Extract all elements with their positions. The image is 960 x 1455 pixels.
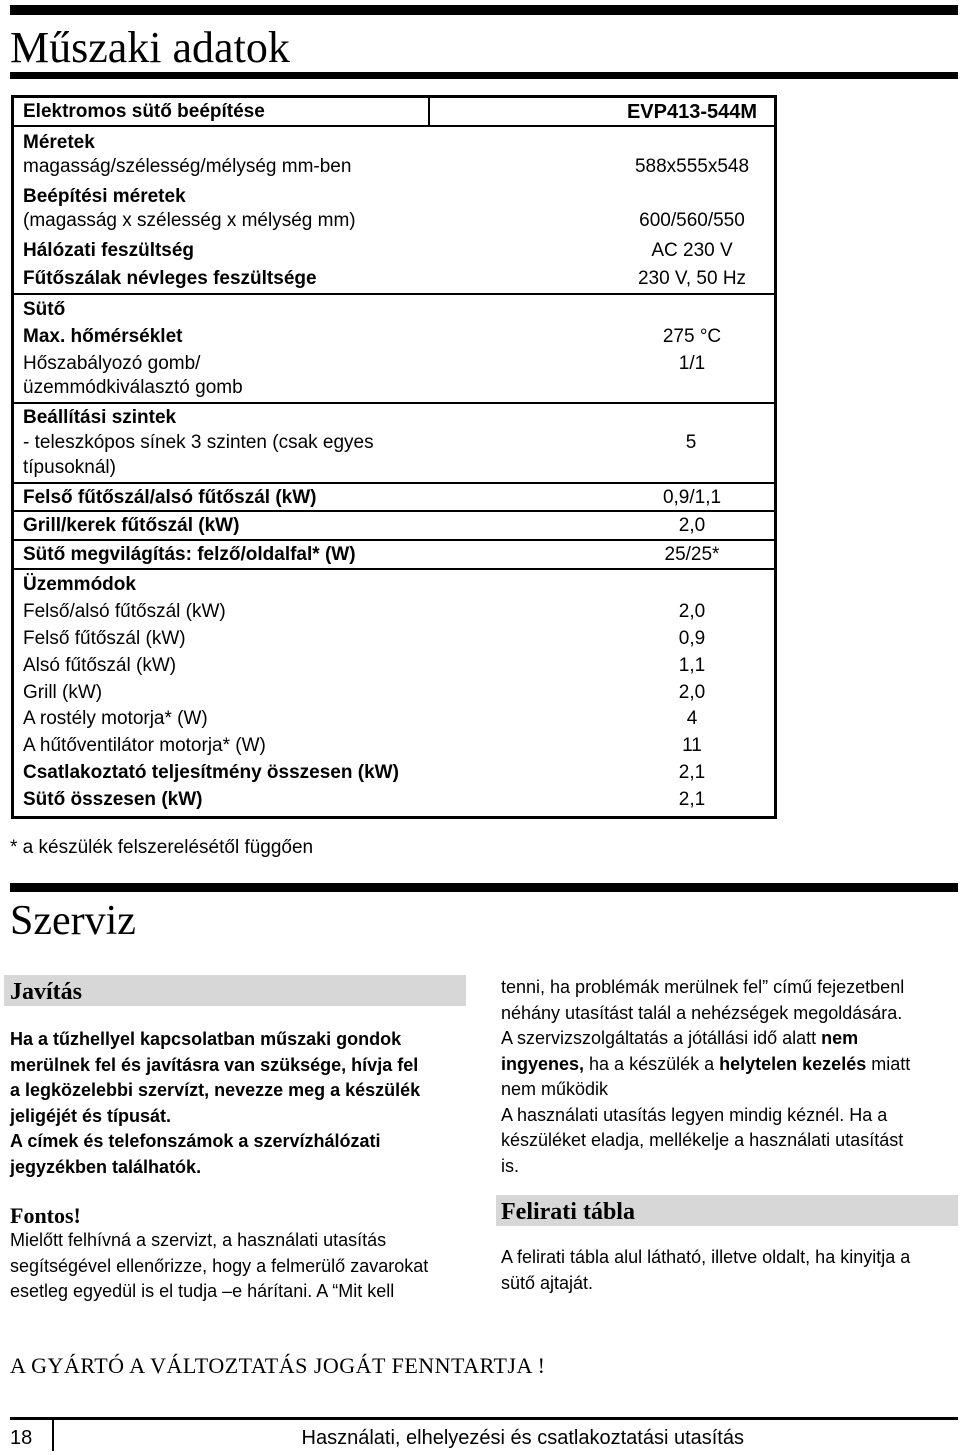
spec-row-value: 2,0: [678, 682, 706, 703]
spec-row-label: Hőszabályozó gomb/: [23, 353, 201, 374]
important-text: [10, 1228, 480, 1305]
spec-section-divider: [11, 568, 777, 570]
spec-row-label: Alsó fűtőszál (kW): [23, 655, 177, 676]
spec-row-label: Méretek: [23, 132, 95, 153]
spec-row-value: 1/1: [678, 353, 706, 374]
title-underline: [10, 72, 958, 79]
spec-row-label: Beépítési méretek: [23, 186, 186, 207]
spec-row-label: Hálózati feszültség: [23, 240, 195, 261]
repair-line: jeligéjét és típusát.: [10, 1105, 172, 1126]
spec-section-label: Üzemmódok: [23, 574, 136, 595]
service-rule: [10, 883, 958, 892]
spec-row-label: Felső fűtőszál/alsó fűtőszál (kW): [23, 487, 317, 508]
spec-row-label: Sütő megvilágítás: felző/oldalfal* (W): [23, 544, 356, 565]
spec-row-label: Csatlakoztató teljesítmény összesen (kW): [23, 762, 399, 783]
spec-row-label: üzemmódkiválasztó gomb: [23, 377, 243, 398]
repair-text: [10, 1027, 480, 1180]
spec-row-label: Fűtőszálak névleges feszültsége: [23, 268, 317, 289]
plate-heading: Felirati tábla: [501, 1199, 635, 1225]
manufacturer-notice: A GYÁRTÓ A VÁLTOZTATÁS JOGÁT FENNTARTJA !: [10, 1353, 546, 1378]
spec-header-label: Elektromos sütő beépítése: [23, 101, 265, 122]
important-line: segítségével ellenőrizze, hogy a felmerülő zavarokat: [10, 1255, 429, 1276]
warranty-line: A szervizszolgáltatás a jótállási idő alatt nem: [501, 1028, 859, 1048]
spec-row-value: 25/25*: [664, 544, 720, 565]
spec-row-label: Beállítási szintek: [23, 407, 177, 428]
spec-row-label: Sütő összesen (kW): [23, 789, 203, 810]
spec-section-divider: [11, 482, 777, 484]
right-line: néhány utasítást talál a nehézségek megoldására.: [501, 1002, 903, 1023]
right-line: tenni, ha problémák merülnek fel” című fejezetbenl: [501, 977, 905, 997]
spec-row-value: 5: [685, 432, 697, 453]
spec-row-value: 588x555x548: [634, 156, 750, 177]
spec-section-label: Sütő: [23, 299, 66, 320]
spec-row-value: 11: [682, 735, 702, 756]
page-title: Műszaki adatok: [10, 23, 290, 72]
spec-row-label: magasság/szélesség/mélység mm-ben: [23, 156, 352, 177]
important-line: Mielőtt felhívná a szervizt, a használati utasítás: [10, 1230, 387, 1250]
spec-row-label: A hűtőventilátor motorja* (W): [23, 735, 266, 756]
spec-header-underline: [11, 125, 777, 127]
spec-row-value: 2,1: [678, 762, 706, 783]
spec-row-label: Felső/alsó fűtőszál (kW): [23, 601, 226, 622]
spec-row-value: 2,0: [678, 601, 706, 622]
spec-section-divider: [11, 510, 777, 512]
repair-line: merülnek fel és javításra van szüksége, hívja fel: [10, 1054, 419, 1075]
right-line: készüléket eladja, mellékelje a használati utasítást: [501, 1130, 904, 1150]
footer-tick: [52, 1417, 54, 1451]
spec-section-divider: [11, 293, 777, 295]
right-line: A használati utasítás legyen mindig kéznél. Ha a: [501, 1104, 888, 1125]
right-line: is.: [501, 1155, 519, 1176]
spec-row-value: 600/560/550: [639, 210, 745, 231]
spec-header-divider: [428, 95, 430, 125]
spec-row-value: 0,9: [678, 628, 706, 649]
service-right-text: [501, 975, 956, 1179]
footer-rule: [10, 1417, 958, 1420]
page-number: 18: [10, 1427, 33, 1449]
spec-row-value: 230 V, 50 Hz: [637, 268, 747, 289]
top-rule: [10, 5, 958, 15]
repair-line: A címek és telefonszámok a szervízhálózati: [10, 1131, 381, 1151]
spec-row-value: 275 °C: [662, 326, 722, 347]
footer-text: Használati, elhelyezési és csatlakoztatási utasítás: [301, 1427, 744, 1449]
spec-row-value: 0,9/1,1: [662, 487, 722, 508]
footnote: * a készülék felszerelésétől függően: [10, 837, 314, 858]
warranty-line: nem működik: [501, 1079, 609, 1099]
spec-row-label: Grill (kW): [23, 682, 103, 703]
repair-line: a legközelebbi szervízt, nevezze meg a készülék: [10, 1080, 421, 1100]
spec-row-label: Grill/kerek fűtőszál (kW): [23, 515, 240, 536]
repair-heading: Javítás: [10, 979, 82, 1005]
spec-row-value: 1,1: [678, 655, 706, 676]
spec-row-label: - teleszkópos sínek 3 szinten (csak egyes: [23, 432, 374, 453]
spec-section-divider: [11, 402, 777, 404]
spec-row-label: Felső fűtőszál (kW): [23, 628, 186, 649]
spec-section-divider: [11, 539, 777, 541]
plate-text: [501, 1245, 956, 1296]
plate-line: sütő ajtaját.: [501, 1272, 594, 1293]
important-line: esetleg egyedül is el tudja –e hárítani. A “Mit kell: [10, 1281, 395, 1301]
repair-line: jegyzékben találhatók.: [10, 1156, 202, 1177]
spec-row-value: 2,1: [678, 789, 706, 810]
service-title: Szerviz: [10, 898, 136, 944]
spec-row-label: A rostély motorja* (W): [23, 708, 208, 729]
repair-line: Ha a tűzhellyel kapcsolatban műszaki gondok: [10, 1029, 402, 1049]
spec-row-value: 2,0: [678, 515, 706, 536]
spec-row-label: típusoknál): [23, 457, 116, 478]
spec-row-value: AC 230 V: [651, 240, 733, 261]
spec-row-value: 4: [686, 708, 698, 729]
plate-line: A felirati tábla alul látható, illetve oldalt, ha kinyitja a: [501, 1247, 911, 1267]
warranty-line: ingyenes, ha a készülék a helytelen kezelés miatt: [501, 1053, 911, 1074]
spec-row-label: (magasság x szélesség x mélység mm): [23, 210, 356, 231]
spec-row-label: Max. hőmérséklet: [23, 326, 183, 347]
important-heading: Fontos!: [10, 1203, 81, 1228]
spec-model: EVP413-544M: [626, 101, 758, 123]
